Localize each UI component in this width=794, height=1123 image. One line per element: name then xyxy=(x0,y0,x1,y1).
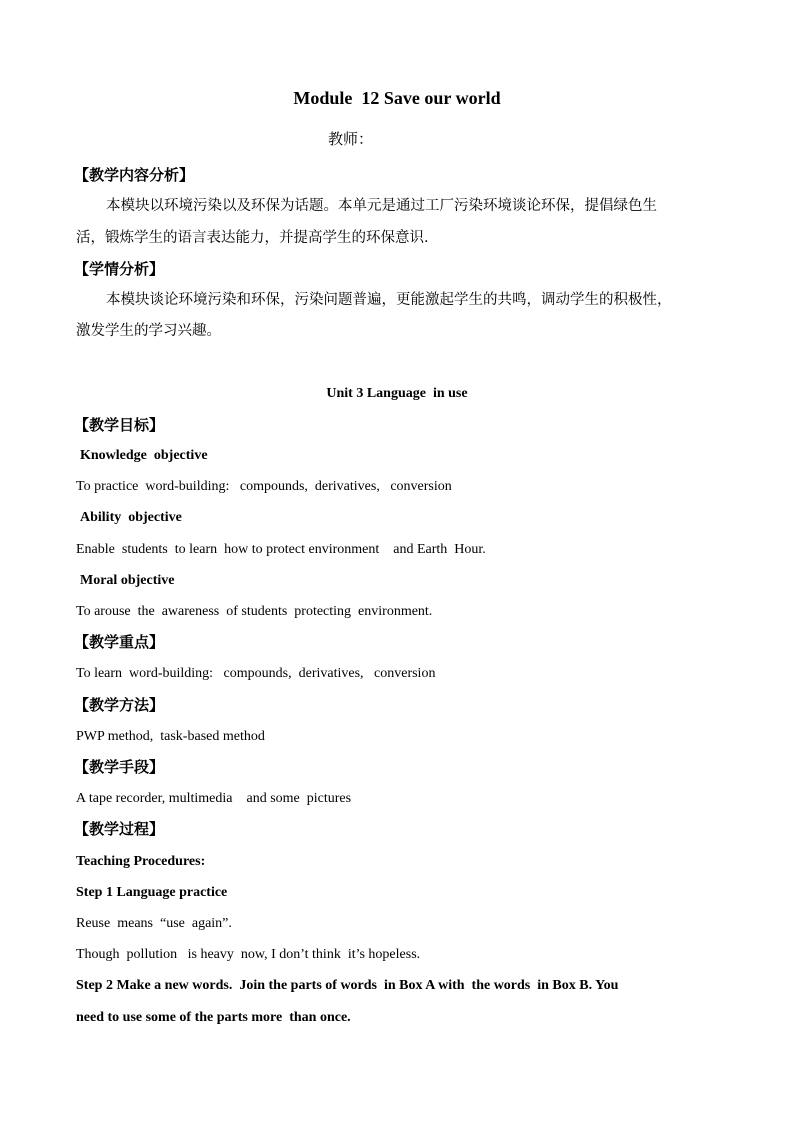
learner-analysis-line-1: 本模块谈论环境污染和环保，污染问题普遍，更能激起学生的共鸣，调动学生的积极性， xyxy=(106,292,672,308)
learner-analysis-line-2: 激发学生的学习兴趣。 xyxy=(76,323,221,339)
step-2-line-1: Step 2 Make a new words. Join the parts of words in Box A with the words in Box B. You xyxy=(76,978,619,993)
moral-objective-label: Moral objective xyxy=(80,573,175,588)
key-points-heading: 【教学重点】 xyxy=(74,633,165,651)
key-points-text: To learn word-building: compounds, derivatives, conversion xyxy=(76,666,436,681)
teaching-procedures-label: Teaching Procedures: xyxy=(76,854,206,869)
step-2-line-2: need to use some of the parts more than once. xyxy=(76,1010,351,1025)
ability-objective-label: Ability objective xyxy=(80,510,182,525)
moral-objective-text: To arouse the awareness of students protecting environment. xyxy=(76,604,433,619)
document-title: Module 12 Save our world xyxy=(293,88,501,108)
methods-text: PWP method, task-based method xyxy=(76,729,265,744)
learner-analysis-heading: 【学情分析】 xyxy=(74,260,165,278)
knowledge-objective-label: Knowledge objective xyxy=(80,448,208,463)
aids-text: A tape recorder, multimedia and some pictures xyxy=(76,791,352,806)
step-1-label: Step 1 Language practice xyxy=(76,885,228,900)
content-analysis-line-2: 活，锻炼学生的语言表达能力，并提高学生的环保意识. xyxy=(76,230,429,246)
unit-title: Unit 3 Language in use xyxy=(326,386,468,401)
aids-heading: 【教学手段】 xyxy=(74,758,165,776)
step-1-line-1: Reuse means “use again”. xyxy=(76,916,232,931)
step-1-line-2: Though pollution is heavy now, I don’t think it’s hopeless. xyxy=(76,947,421,962)
content-analysis-line-1: 本模块以环境污染以及环保为话题。本单元是通过工厂污染环境谈论环保，提倡绿色生 xyxy=(106,198,657,214)
objectives-heading: 【教学目标】 xyxy=(74,416,165,434)
ability-objective-text: Enable students to learn how to protect environment and Earth Hour. xyxy=(76,542,486,557)
process-heading: 【教学过程】 xyxy=(74,820,165,838)
teacher-label: 教师： xyxy=(328,130,374,148)
content-analysis-heading: 【教学内容分析】 xyxy=(74,166,195,184)
methods-heading: 【教学方法】 xyxy=(74,696,165,714)
knowledge-objective-text: To practice word-building: compounds, derivatives, conversion xyxy=(76,479,452,494)
